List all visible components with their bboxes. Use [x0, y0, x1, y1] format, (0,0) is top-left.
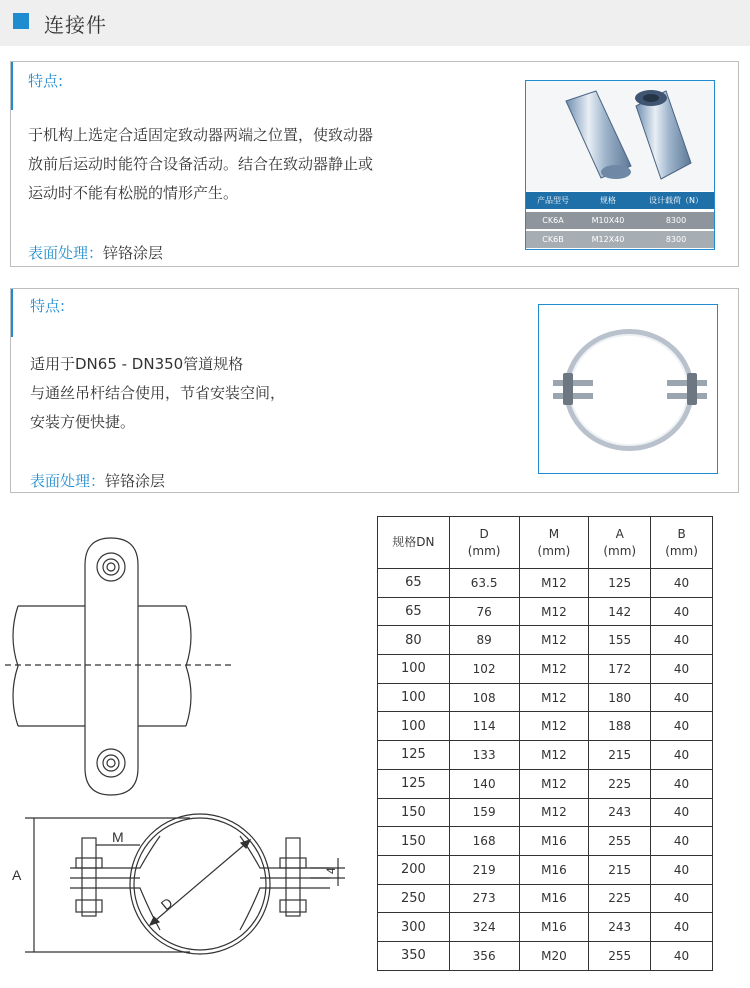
table-cell: M12 [519, 626, 589, 655]
hex-coupling-nut-icon [526, 81, 715, 191]
pipe-clamp-icon [539, 305, 719, 475]
table-cell: 243 [589, 913, 651, 942]
table-cell: 168 [449, 827, 519, 856]
description-line: 适用于DN65 - DN350管道规格 [30, 355, 244, 373]
table-row [378, 741, 713, 770]
description-line: 于机构上选定合适固定致动器两端之位置，使致动器 [28, 126, 374, 144]
features-label: 特点: [30, 297, 66, 315]
table-cell: M20 [519, 941, 589, 970]
table-row [378, 769, 713, 798]
table-cell: 273 [449, 884, 519, 913]
table-cell: 255 [589, 827, 651, 856]
table-cell: M12 [519, 683, 589, 712]
table-cell: 40 [651, 884, 713, 913]
table-cell: 215 [589, 741, 651, 770]
table-cell: 100 [378, 712, 450, 741]
table-row [378, 798, 713, 827]
header-unit: (mm) [537, 543, 571, 558]
table-cell: 76 [449, 597, 519, 626]
table-cell: 40 [651, 913, 713, 942]
surface-label: 表面处理： [28, 244, 104, 262]
table-cell: M12 [519, 655, 589, 684]
table-cell: 40 [651, 655, 713, 684]
table-cell: 324 [449, 913, 519, 942]
header-unit: (mm) [603, 543, 637, 558]
table-cell: M16 [519, 913, 589, 942]
technical-drawing [0, 520, 370, 980]
table-row [378, 597, 713, 626]
table-cell: 133 [449, 741, 519, 770]
table-cell: 40 [651, 712, 713, 741]
table-row [378, 712, 713, 741]
table-cell: 243 [589, 798, 651, 827]
table-cell: M16 [519, 884, 589, 913]
table-cell: 63.5 [449, 569, 519, 598]
table-cell: 102 [449, 655, 519, 684]
table-row [378, 941, 713, 970]
table-cell: 225 [589, 769, 651, 798]
table-cell: 40 [651, 941, 713, 970]
dimension-label-M: M [112, 829, 124, 845]
page-title: 连接件 [44, 13, 107, 37]
table-cell: 40 [651, 827, 713, 856]
table-cell: 219 [449, 855, 519, 884]
accent-bar [11, 289, 13, 337]
header-name: B [677, 526, 686, 541]
table-cell: 142 [589, 597, 651, 626]
spec-table-row [526, 231, 715, 248]
column-header [519, 517, 589, 569]
table-row [378, 827, 713, 856]
spec-cell: 8300 [665, 235, 687, 244]
dimension-label-D: D [157, 894, 176, 914]
product-image-pipe-clamp [538, 304, 718, 474]
column-header [651, 517, 713, 569]
table-cell: 40 [651, 741, 713, 770]
accent-bar [11, 62, 13, 110]
spec-cell: M12X40 [591, 235, 625, 244]
spec-cell: M10X40 [591, 216, 625, 225]
table-cell: 150 [378, 827, 450, 856]
table-row [378, 913, 713, 942]
dimension-label-A: A [12, 867, 22, 883]
table-cell: 159 [449, 798, 519, 827]
table-cell: M12 [519, 712, 589, 741]
surface-value: 锌铬涂层 [105, 472, 166, 490]
table-cell: 250 [378, 884, 450, 913]
table-row [378, 655, 713, 684]
front-view [25, 814, 345, 954]
table-cell: 125 [378, 769, 450, 798]
table-cell: 100 [378, 655, 450, 684]
table-cell: 108 [449, 683, 519, 712]
table-cell: 140 [449, 769, 519, 798]
surface-treatment [28, 242, 163, 263]
surface-treatment [30, 470, 165, 491]
table-cell: M16 [519, 827, 589, 856]
header-name: M [548, 526, 560, 541]
surface-label: 表面处理： [30, 472, 106, 490]
table-cell: 89 [449, 626, 519, 655]
table-cell: M12 [519, 741, 589, 770]
spec-header-cell: 产品型号 [537, 196, 569, 205]
spec-cell: 8300 [665, 216, 687, 225]
table-cell: 125 [589, 569, 651, 598]
spec-cell: CK6B [542, 235, 564, 244]
table-cell: 40 [651, 855, 713, 884]
spec-header-cell: 设计载荷（N） [649, 196, 703, 205]
table-cell: 40 [651, 597, 713, 626]
table-row [378, 884, 713, 913]
table-cell: 215 [589, 855, 651, 884]
table-cell: 350 [378, 941, 450, 970]
description-line: 与通丝吊杆结合使用，节省安装空间， [30, 384, 286, 402]
column-header [589, 517, 651, 569]
product-image-coupling-nuts [525, 80, 715, 250]
table-cell: 40 [651, 569, 713, 598]
column-header [378, 517, 450, 569]
header-name: 规格DN [392, 535, 435, 549]
table-cell: M16 [519, 855, 589, 884]
table-body [378, 569, 713, 971]
table-cell: 356 [449, 941, 519, 970]
header-unit: (mm) [467, 543, 501, 558]
header-unit: (mm) [665, 543, 698, 558]
table-row [378, 569, 713, 598]
dimension-label-4: 4 [324, 867, 338, 874]
table-cell: 300 [378, 913, 450, 942]
table-row [378, 626, 713, 655]
table-cell: 40 [651, 798, 713, 827]
table-cell: 125 [378, 741, 450, 770]
table-cell: 40 [651, 769, 713, 798]
header-square-icon [13, 13, 29, 29]
side-view [5, 538, 232, 795]
spec-header-cell: 规格 [600, 196, 616, 205]
table-cell: M12 [519, 597, 589, 626]
page-header [0, 0, 750, 46]
table-header-row [378, 517, 713, 569]
table-cell: 65 [378, 569, 450, 598]
description-line: 放前后运动时能符合设备活动。结合在致动器静止或 [28, 155, 374, 173]
table-cell: 100 [378, 683, 450, 712]
table-cell: 40 [651, 683, 713, 712]
table-cell: 155 [589, 626, 651, 655]
table-cell: M12 [519, 569, 589, 598]
table-cell: 80 [378, 626, 450, 655]
dimension-table [377, 516, 713, 971]
table-cell: 150 [378, 798, 450, 827]
table-row [378, 855, 713, 884]
table-cell: 172 [589, 655, 651, 684]
description-line: 运动时不能有松脱的情形产生。 [28, 184, 239, 202]
table-cell: 114 [449, 712, 519, 741]
table-cell: M12 [519, 769, 589, 798]
spec-cell: CK6A [542, 216, 564, 225]
table-cell: 188 [589, 712, 651, 741]
table-cell: 200 [378, 855, 450, 884]
column-header [449, 517, 519, 569]
table-cell: 40 [651, 626, 713, 655]
spec-table-header [526, 192, 715, 209]
table-cell: 225 [589, 884, 651, 913]
spec-table-row [526, 212, 715, 229]
table-cell: 255 [589, 941, 651, 970]
table-cell: 180 [589, 683, 651, 712]
table-row [378, 683, 713, 712]
description-line: 安装方便快捷。 [30, 413, 136, 431]
table-cell: M12 [519, 798, 589, 827]
features-label: 特点: [28, 72, 64, 90]
table-cell: 65 [378, 597, 450, 626]
header-name: D [479, 526, 489, 541]
surface-value: 锌铬涂层 [103, 244, 164, 262]
header-name: A [615, 526, 624, 541]
